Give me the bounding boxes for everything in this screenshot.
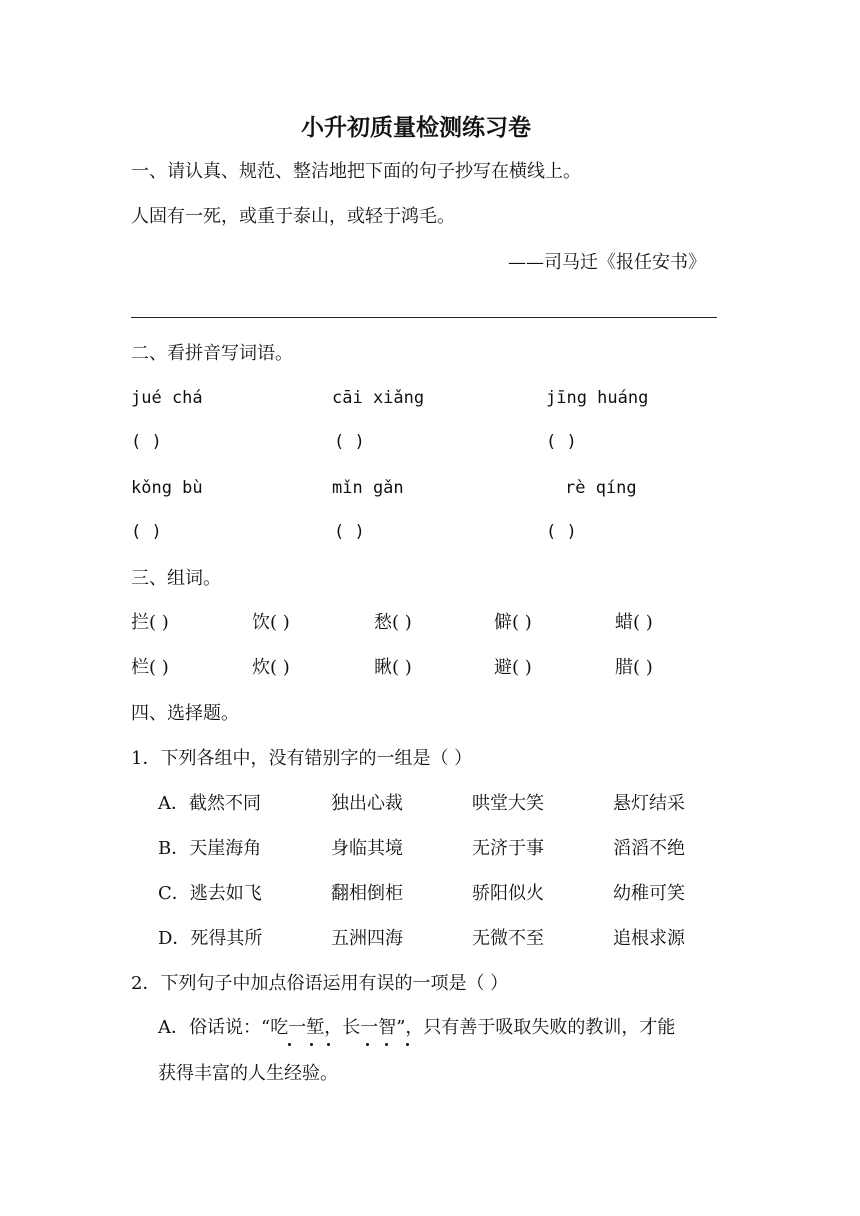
word-item: 腊( ) bbox=[615, 657, 653, 678]
option-a-4: 悬灯结采 bbox=[613, 793, 685, 814]
answer-blank-4: ( ) bbox=[131, 522, 162, 542]
emphasis-dot bbox=[385, 1043, 388, 1046]
word-item: 拦( ) bbox=[131, 612, 169, 633]
page-title: 小升初质量检测练习卷 bbox=[301, 115, 531, 141]
word-item: 饮( ) bbox=[252, 612, 290, 633]
section3-heading: 三、组词。 bbox=[131, 568, 221, 589]
answer-blank-6: ( ) bbox=[546, 522, 577, 542]
option-b-2: 身临其境 bbox=[331, 838, 403, 859]
dotted-proverb-1: 吃一堑 bbox=[270, 1017, 325, 1038]
question-1-stem: 1．下列各组中，没有错别字的一组是（ ） bbox=[131, 748, 473, 769]
answer-blank-1: ( ) bbox=[131, 432, 162, 452]
quote-text: 人固有一死，或重于泰山，或轻于鸿毛。 bbox=[131, 206, 455, 227]
pinyin-2: cāi xiǎng bbox=[332, 388, 425, 408]
emphasis-dot bbox=[406, 1043, 409, 1046]
word-item: 僻( ) bbox=[494, 612, 532, 633]
option-d-1: D．死得其所 bbox=[158, 928, 263, 949]
answer-blank-5: ( ) bbox=[334, 522, 365, 542]
option-d-3: 无微不至 bbox=[472, 928, 544, 949]
pinyin-3: jīng huáng bbox=[546, 388, 649, 408]
pinyin-1: jué chá bbox=[131, 388, 203, 408]
section4-heading: 四、选择题。 bbox=[131, 703, 239, 724]
quote-source: ——司马迁《报任安书》 bbox=[508, 252, 706, 273]
option-a-prefix: A．俗话说：“ bbox=[158, 1017, 271, 1038]
dotted-proverb-2: 长一智 bbox=[342, 1017, 397, 1038]
option-c-4: 幼稚可笑 bbox=[613, 883, 685, 904]
pinyin-6: rè qíng bbox=[565, 478, 637, 498]
copy-line bbox=[131, 317, 717, 318]
option-a-3: 哄堂大笑 bbox=[472, 793, 544, 814]
emphasis-dot bbox=[366, 1043, 369, 1046]
question-2-stem: 2．下列句子中加点俗语运用有误的一项是（ ） bbox=[131, 973, 509, 994]
answer-blank-3: ( ) bbox=[546, 432, 577, 452]
option-b-4: 滔滔不绝 bbox=[613, 838, 685, 859]
option-a-2: 独出心裁 bbox=[331, 793, 403, 814]
option-b-3: 无济于事 bbox=[472, 838, 544, 859]
question-2-option-a bbox=[158, 1019, 675, 1037]
word-item: 避( ) bbox=[494, 657, 532, 678]
option-c-1: C．逃去如飞 bbox=[158, 883, 262, 904]
word-item: 愁( ) bbox=[374, 612, 412, 633]
option-c-3: 骄阳似火 bbox=[472, 883, 544, 904]
option-b-1: B．天崖海角 bbox=[158, 838, 262, 859]
word-item: 炊( ) bbox=[252, 657, 290, 678]
word-item: 栏( ) bbox=[131, 657, 169, 678]
emphasis-dot bbox=[327, 1043, 330, 1046]
option-d-2: 五洲四海 bbox=[331, 928, 403, 949]
option-a-1: A．截然不同 bbox=[158, 793, 261, 814]
option-a-suffix: ”，只有善于吸取失败的教训，才能 bbox=[396, 1017, 676, 1038]
option-c-2: 翻相倒柜 bbox=[331, 883, 403, 904]
option-a-comma: ， bbox=[324, 1017, 343, 1038]
pinyin-5: mǐn gǎn bbox=[332, 478, 404, 498]
answer-blank-2: ( ) bbox=[334, 432, 365, 452]
pinyin-4: kǒng bù bbox=[131, 478, 203, 498]
emphasis-dot bbox=[310, 1043, 313, 1046]
word-item: 蜡( ) bbox=[615, 612, 653, 633]
emphasis-dot bbox=[288, 1043, 291, 1046]
question-2-option-a-line2: 获得丰富的人生经验。 bbox=[158, 1063, 338, 1084]
section2-heading: 二、看拼音写词语。 bbox=[131, 343, 293, 364]
word-item: 瞅( ) bbox=[374, 657, 412, 678]
section1-heading: 一、请认真、规范、整洁地把下面的句子抄写在横线上。 bbox=[131, 161, 581, 182]
option-d-4: 追根求源 bbox=[613, 928, 685, 949]
